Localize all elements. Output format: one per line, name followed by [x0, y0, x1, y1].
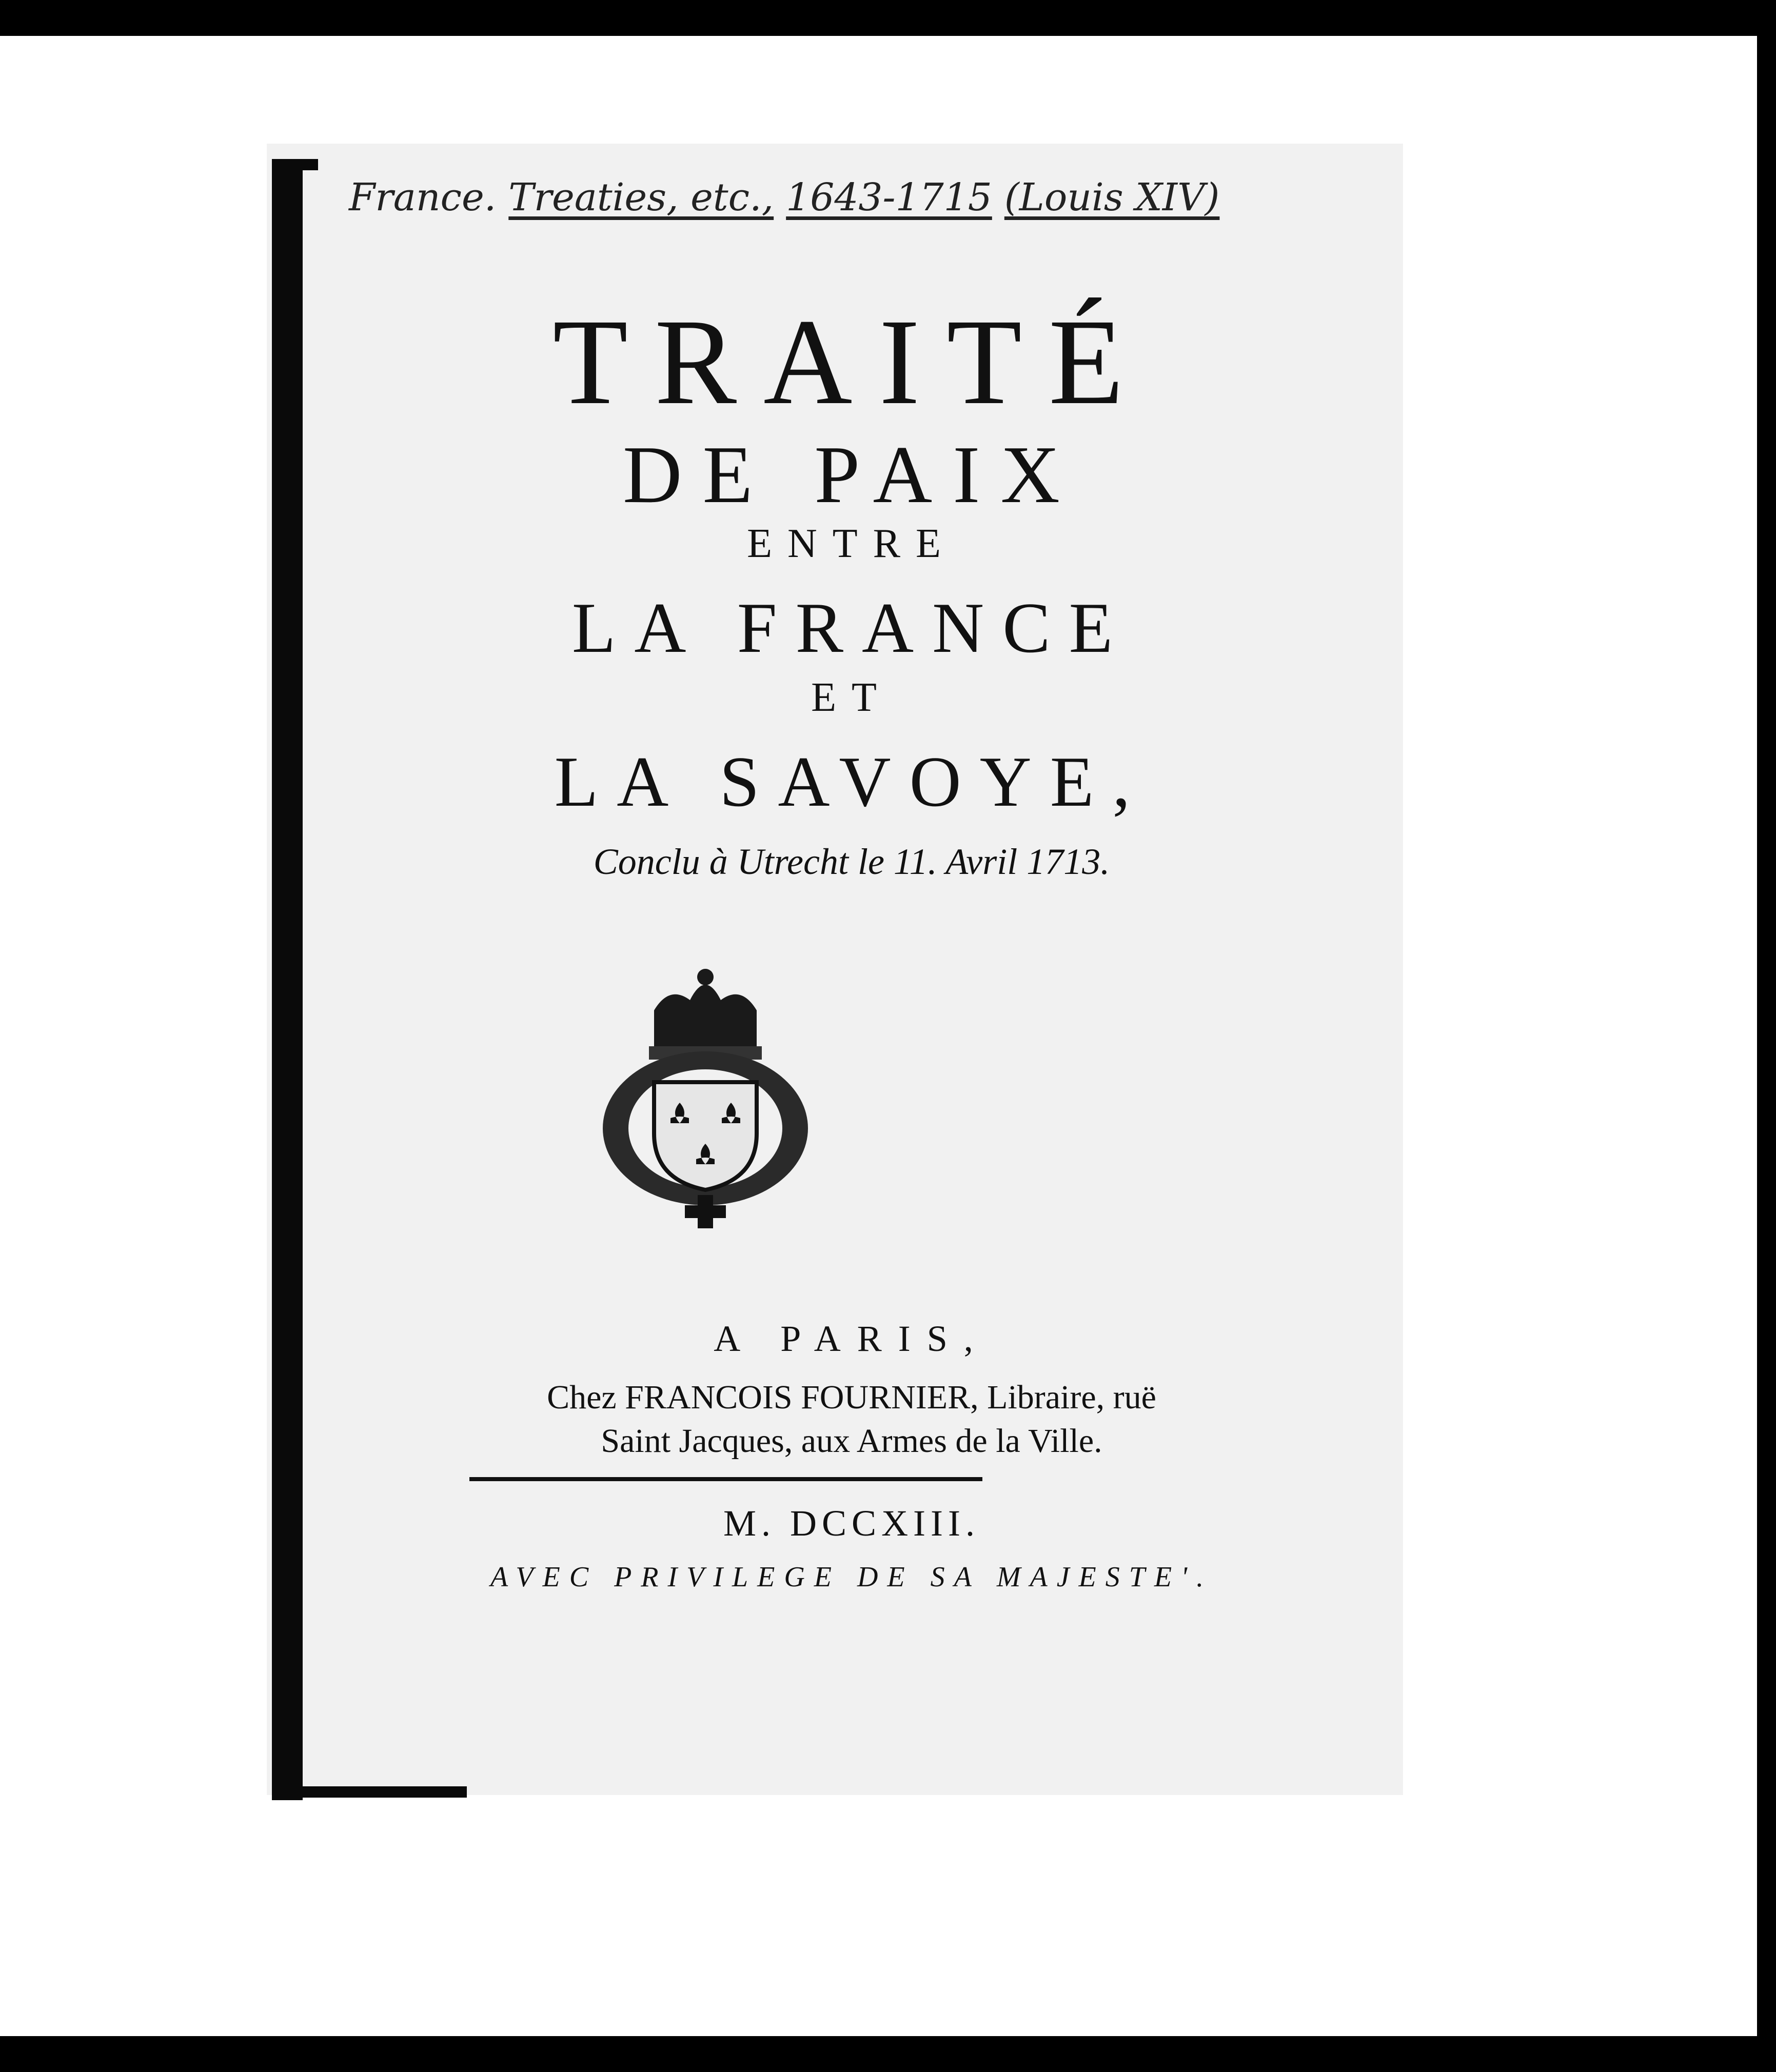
- royal-privilege: AVEC PRIVILEGE DE SA MAJESTE'.: [490, 1561, 1213, 1593]
- page-edge-bracket-top: [272, 159, 318, 170]
- royal-arms-fleur-de-lis-icon: [593, 964, 818, 1231]
- page-edge-bracket: [272, 159, 303, 1800]
- title-line-de-paix: DE PAIX: [623, 429, 1080, 520]
- catalog-annotation: [349, 169, 1221, 226]
- imprint-place: A PARIS,: [714, 1318, 990, 1359]
- title-line-la-savoye: LA SAVOYE,: [554, 742, 1149, 822]
- page-edge-bracket-bottom: [272, 1786, 467, 1798]
- scan-border-right: [1757, 36, 1776, 2036]
- annotation-country: France.: [349, 175, 497, 220]
- annotation-reign: (Louis XIV): [1004, 175, 1220, 220]
- annotation-subject: Treaties, etc.,: [508, 175, 774, 220]
- annotation-dates: 1643-1715: [786, 175, 992, 220]
- title-line-et: ET: [811, 675, 892, 720]
- subtitle-concluded: Conclu à Utrecht le 11. Avril 1713.: [593, 841, 1110, 882]
- scan-border-top: [0, 0, 1776, 36]
- imprint-publisher-line2: Saint Jacques, aux Armes de la Ville.: [601, 1422, 1102, 1460]
- title-line-la-france: LA FRANCE: [571, 588, 1132, 668]
- title-line-traite: TRAITÉ: [552, 293, 1151, 430]
- publication-date: M. DCCXIII.: [723, 1503, 980, 1544]
- imprint-publisher-line1: Chez FRANCOIS FOURNIER, Libraire, ruë: [547, 1379, 1156, 1416]
- title-line-entre: ENTRE: [747, 521, 956, 566]
- scan-border-bottom: [0, 2036, 1776, 2072]
- imprint-rule: [469, 1477, 982, 1481]
